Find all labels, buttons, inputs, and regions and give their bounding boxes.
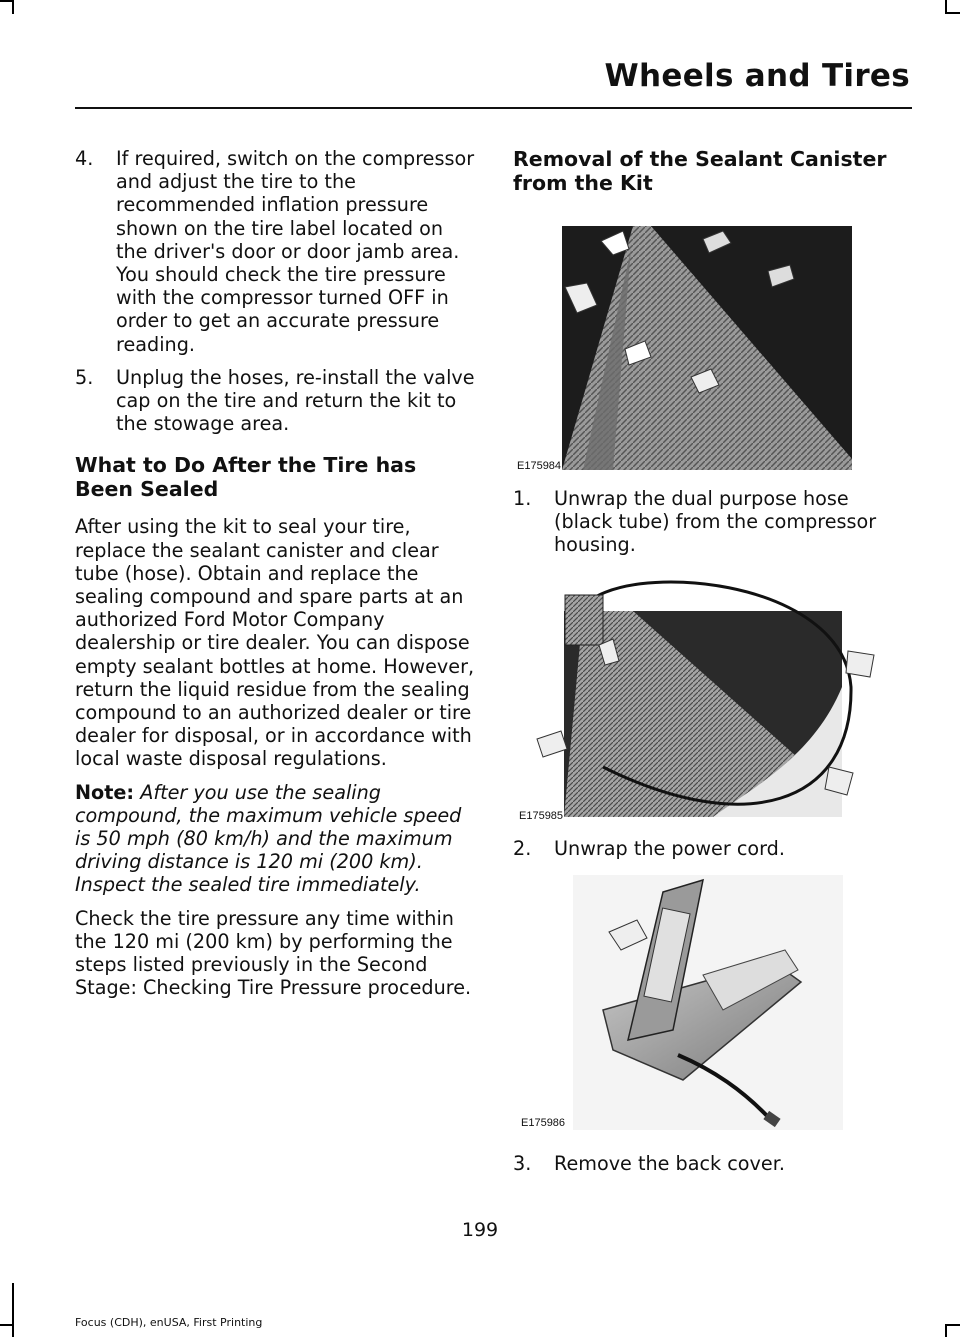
crop-mark xyxy=(0,0,12,2)
figure-hose xyxy=(513,567,913,827)
crop-mark xyxy=(947,12,960,14)
crop-mark xyxy=(12,0,14,14)
step-text: Unwrap the power cord. xyxy=(554,836,785,860)
page-section-title: Wheels and Tires xyxy=(604,58,910,94)
header-divider xyxy=(75,107,912,109)
section-heading: Removal of the Sealant Canister from the Kit xyxy=(513,147,887,195)
step-number: 3. xyxy=(513,1151,532,1175)
step-text: Unwrap the dual purpose hose (black tube) from the compressor housing. xyxy=(554,487,877,557)
power-cord-illustration xyxy=(513,870,913,1132)
figure-power-cord xyxy=(513,870,913,1132)
note-text: After you use the sealing compound, the maximum vehicle speed is 50 mph (80 km/h) and the maximum driving distance is 120 mi (200 km). Inspect the sealed tire immediately. xyxy=(75,780,462,897)
note-label: Note: xyxy=(75,780,135,804)
step-number: 1. xyxy=(513,487,532,510)
figure-sealant-kit-top xyxy=(513,209,913,473)
crop-mark xyxy=(947,1324,960,1326)
step-3 xyxy=(513,1152,913,1175)
step-5 xyxy=(75,366,477,436)
hose-illustration xyxy=(513,567,913,827)
step-text: Unplug the hoses, re-install the valve cap on the tire and return the kit to the stowage area. xyxy=(116,365,475,436)
crop-mark xyxy=(0,1324,12,1326)
step-number: 2. xyxy=(513,836,532,860)
figure-code: E175985 xyxy=(519,809,564,822)
step-number: 5. xyxy=(75,365,94,389)
section-heading: What to Do After the Tire has Been Sealed xyxy=(75,453,417,502)
note xyxy=(75,781,477,897)
step-text: Remove the back cover. xyxy=(554,1151,785,1175)
step-number: 4. xyxy=(75,147,94,170)
body-paragraph: Check the tire pressure any time within the 120 mi (200 km) by performing the steps listed previously in the Second Stage: Checking Tire Pressure procedure. xyxy=(75,906,472,1000)
crop-mark xyxy=(12,1283,14,1337)
footer-edition: Focus (CDH), enUSA, First Printing xyxy=(75,1316,263,1329)
step-2 xyxy=(513,837,913,860)
figure-code: E175986 xyxy=(521,1116,566,1129)
step-4 xyxy=(75,147,477,356)
left-column xyxy=(75,147,477,1010)
right-column xyxy=(513,147,913,1185)
figure-code: E175984 xyxy=(517,460,562,472)
body-paragraph: After using the kit to seal your tire, replace the sealant canister and clear tube (hose). Obtain and replace the sealing compound and spare parts at an authorized Ford Motor Company dealership or tire dealer. You can dispose empty sealant bottles at home. However, return the liquid residue from the sealing compound to an authorized dealer or tire dealer for disposal, or in accordance with local waste disposal regulations. xyxy=(75,515,475,771)
step-1 xyxy=(513,487,913,557)
page-number: 199 xyxy=(461,1219,499,1241)
step-text: If required, switch on the compressor and adjust the tire to the recommended inflation pressure shown on the tire label located on the driver's door or door jamb area. You should check the tire pressure with the compressor turned OFF in order to get an accurate pressure reading. xyxy=(116,147,475,356)
sealant-kit-illustration xyxy=(513,209,913,473)
